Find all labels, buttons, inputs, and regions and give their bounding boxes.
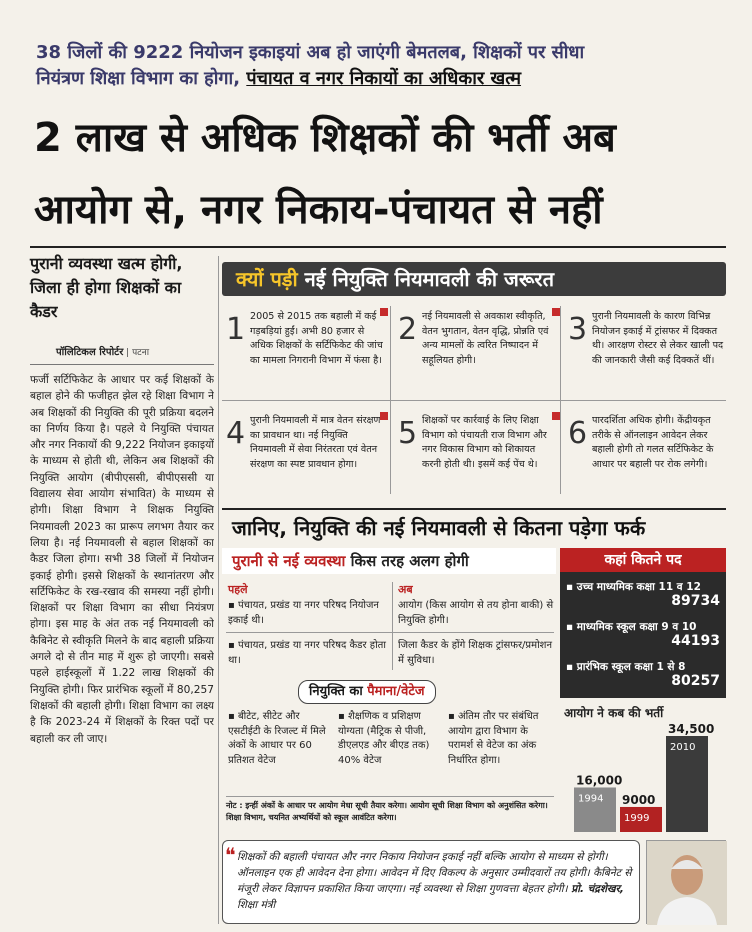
reason-text: पुरानी नियमावली में मात्र वेतन संरक्षण का प्रावधान था। नई नियुक्ति नियमावली में सेवा निरंतरता एवं वेतन संरक्षण का स्पष्ट प्रावधान होगा।	[250, 415, 381, 470]
reason-card	[564, 406, 730, 502]
minister-portrait	[646, 840, 726, 924]
post-value: 44193	[671, 633, 720, 649]
post-item	[566, 580, 722, 609]
lead-title: पुरानी व्यवस्था खत्म होगी, जिला ही होगा शिक्षकों का कैडर	[30, 254, 183, 321]
why-banner-rest: नई नियुक्ति नियमावली की जरूरत	[297, 267, 554, 291]
main-headline-line-1: 2 लाख से अधिक शिक्षकों की भर्ती अब	[34, 115, 616, 161]
quote-role: शिक्षा मंत्री	[237, 899, 276, 911]
measure-heading	[298, 680, 436, 704]
strap-line-1: 38 जिलों की 9222 नियोजन इकाइयां अब हो जाएंगी बेमतलब, शिक्षकों पर सीधा	[36, 42, 585, 63]
reason-text: नई नियमावली से अवकाश स्वीकृति, वेतन भुगतान, वेतन वृद्धि, प्रोन्नति एवं अन्य मामलों के त्वरित निष्पादन में सहूलियत होगी।	[422, 311, 549, 366]
diff-col-divider	[392, 582, 393, 670]
chart-value-label: 34,500	[668, 722, 715, 736]
reason-number: 6	[568, 416, 588, 451]
post-item	[566, 620, 722, 649]
reason-card	[222, 302, 388, 398]
section-divider	[222, 508, 726, 510]
reason-row-divider	[222, 400, 726, 401]
post-label: ▪ माध्यमिक स्कूल कक्षा 9 व 10	[566, 621, 697, 633]
weightage-3: ▪ अंतिम तौर पर संबंधित आयोग द्वारा विभाग के परामर्श से वेटेज का अंक निर्धारित होगा।	[448, 711, 539, 766]
reason-card	[394, 406, 560, 502]
strap-line-2b: पंचायत व नगर निकायों का अधिकार खत्म	[246, 68, 522, 89]
minister-quote	[222, 840, 640, 924]
chart-category-label: 1994	[578, 793, 604, 805]
post-item	[566, 660, 722, 689]
reason-text: पारदर्शिता अधिक होगी। केंद्रीयकृत तरीके से ऑनलाइन आवेदन लेकर बहाली होगी तो गलत सर्टिफिकेट के आधार पर बहाली पर रोक लगेगी।	[592, 415, 714, 470]
recruitment-chart	[560, 702, 726, 836]
reason-card	[564, 302, 730, 398]
byline-name: पॉलिटिकल रिपोर्टर	[56, 347, 124, 358]
before-row-2: ▪ पंचायत, प्रखंड या नगर परिषद कैडर होता था।	[228, 640, 386, 666]
posts-title: कहां कितने पद	[560, 548, 726, 572]
reason-text: शिक्षकों पर कार्रवाई के लिए शिक्षा विभाग को पंचायती राज विभाग और नगर विकास विभाग को शिकायत करनी होती थी। इसमें कई पेंच थे।	[422, 415, 547, 470]
red-square-marker	[552, 412, 560, 420]
reason-text: पुरानी नियमावली के कारण विभिन्न नियोजन इकाई में ट्रांसफर में दिक्कत थी। आरक्षण रोस्टर से लेकर खाली पद की जानकारी जैसी कई दिक्कतें थीं।	[592, 311, 724, 366]
weightage-1: ▪ बीटेट, सीटेट और एसटीईटी के रिजल्ट में मिले अंकों के आधार पर 60 प्रतिशत वेटेज	[228, 711, 326, 766]
main-headline-line-2: आयोग से, नगर निकाय-पंचायत से नहीं	[34, 187, 603, 233]
chart-svg	[560, 702, 726, 836]
post-value: 89734	[671, 593, 720, 609]
byline-divider	[30, 364, 214, 365]
note-divider	[226, 796, 554, 797]
reason-card	[394, 302, 560, 398]
headline-divider	[30, 246, 726, 248]
reason-text: 2005 से 2015 तक बहाली में कई गड़बड़ियां हुईं। अभी 80 हजार से अधिक शिक्षकों के सर्टिफिकेट की जांच का मामला निगरानी विभाग में फंसा है।	[250, 311, 383, 366]
now-row-1: आयोग (किस आयोग से तय होना बाकी) से नियुक्ति होगी।	[398, 600, 554, 626]
measure-note: नोट : इन्हीं अंकों के आधार पर आयोग मेधा सूची तैयार करेगा। आयोग सूची शिक्षा विभाग को अनुशंसित करेगा। शिक्षा विभाग, चयनित अभ्यर्थियों को स्कूल आवंटित करेगा।	[226, 801, 548, 822]
reasons-grid	[222, 302, 726, 502]
difference-heading-rest: किस तरह अलग होगी	[345, 552, 469, 570]
quote-body: शिक्षकों की बहाली पंचायत और नगर निकाय नियोजन इकाई नहीं बल्कि आयोग से माध्यम से होगी। ऑनलाइन एक ही आवेदन देना होगा। आवेदन में दिए विकल्प के अनुसार उम्मीदवारों तय होगी। कैबिनेट से मंजूरी लेकर विज्ञापन प्रकाशित किया जाएगा। नई व्यवस्था से शिक्षा गुणवत्ता बेहतर होगी।	[237, 851, 632, 895]
why-banner-accent: क्यों पड़ी	[236, 267, 298, 291]
byline-place: पटना	[132, 348, 150, 358]
reason-number: 1	[226, 312, 246, 347]
red-square-marker	[380, 412, 388, 420]
reason-number: 2	[398, 312, 418, 347]
know-banner: जानिए, नियुक्ति की नई नियमावली से कितना पड़ेगा फर्क	[232, 516, 646, 540]
quote-text	[237, 849, 635, 913]
now-label: अब	[398, 583, 413, 596]
post-label: ▪ प्रारंभिक स्कूल कक्षा 1 से 8	[566, 661, 686, 673]
chart-title: आयोग ने कब की भर्ती	[564, 706, 664, 720]
quote-speaker: प्रो. चंद्रशेखर,	[567, 883, 624, 895]
post-value: 80257	[671, 673, 720, 689]
before-row-1: ▪ पंचायत, प्रखंड या नगर परिषद नियोजन इकाई थी।	[228, 600, 379, 626]
red-square-marker	[380, 308, 388, 316]
posts-box	[560, 548, 726, 698]
chart-value-label: 9000	[622, 792, 656, 807]
chart-category-label: 1999	[624, 812, 650, 824]
reason-number: 4	[226, 416, 246, 451]
difference-heading	[222, 548, 556, 574]
weightage-2: ▪ शैक्षणिक व प्रशिक्षण योग्यता (मैट्रिक से पीजी, डीएलएड और बीएड तक) 40% वेटेज	[338, 711, 430, 766]
reason-number: 5	[398, 416, 418, 451]
reason-number: 3	[568, 312, 588, 347]
before-label: पहले	[228, 583, 248, 596]
post-label: ▪ उच्च माध्यमिक कक्षा 11 व 12	[566, 581, 701, 593]
chart-category-label: 2010	[670, 742, 696, 753]
measure-heading-accent: पैमाना/वेटेज	[367, 684, 425, 699]
byline: पॉलिटिकल रिपोर्टर | पटना	[56, 347, 150, 358]
chart-value-label: 16,000	[576, 773, 623, 788]
reason-card	[222, 406, 388, 502]
strap-line-2a: नियंत्रण शिक्षा विभाग का होगा,	[36, 68, 247, 89]
now-row-2: जिला कैडर के होंगे शिक्षक ट्रांसफर/प्रमोशन में सुविधा।	[398, 640, 553, 666]
red-square-marker	[552, 308, 560, 316]
measure-heading-lead: नियुक्ति का	[309, 684, 368, 699]
column-divider	[218, 256, 219, 924]
strap-headline	[36, 40, 736, 92]
row-divider	[226, 632, 554, 633]
article-body: फर्जी सर्टिफिकेट के आधार पर कई शिक्षकों के बहाल होने की फजीहत झेल रहे शिक्षा विभाग ने अब शिक्षकों की नियुक्ति की पूरी प्रक्रिया बदलने का निर्णय किया है। पहले ये नियुक्ति पंचायत और नगर निकायों की 9,222 नियोजन इकाइयों के माध्यम से होती थी, लेकिन अब शिक्षकों की नियुक्ति आयोग (बीपीएससी, बीपीएससी या विद्यालय सेवा आयोग संभावित) के माध्यम से होगी। शिक्षा विभाग ने शिक्षक नियुक्ति नियमावली 2023 का प्रारूप लगभग तैयार कर लिया है। नई नियमावली से बहाल शिक्षकों का कैडर जिला होगा। सभी 38 जिलों में नियोजन इकाई होगी। इससे शिक्षकों के स्थानांतरण और सर्टिफिकेट के रख-रखाव की समस्या नहीं होगी। शिक्षकों पर शिक्षा विभाग का सीधा नियंत्रण होगा। इस माह के अंत तक नई नियमावली को कैबिनेट से स्वीकृति मिलने के बाद बहाली प्रक्रिया अगले दो से तीन माह में शुरू हो जाएगी। सबसे पहले हाईस्कूलों में 1.22 लाख शिक्षकों की नियुक्ति होगी। फिर प्रारंभिक स्कूलों में 80,257 शिक्षकों की बहाली होगी। शिक्षा विभाग का लक्ष्य है कि 2023-24 में शिक्षकों के रिक्त पदों पर बहाली कर ली जाए।	[30, 374, 214, 745]
why-banner	[222, 262, 726, 296]
quote-icon: ❝	[225, 843, 236, 867]
difference-heading-accent: पुरानी से नई व्यवस्था	[232, 552, 346, 570]
